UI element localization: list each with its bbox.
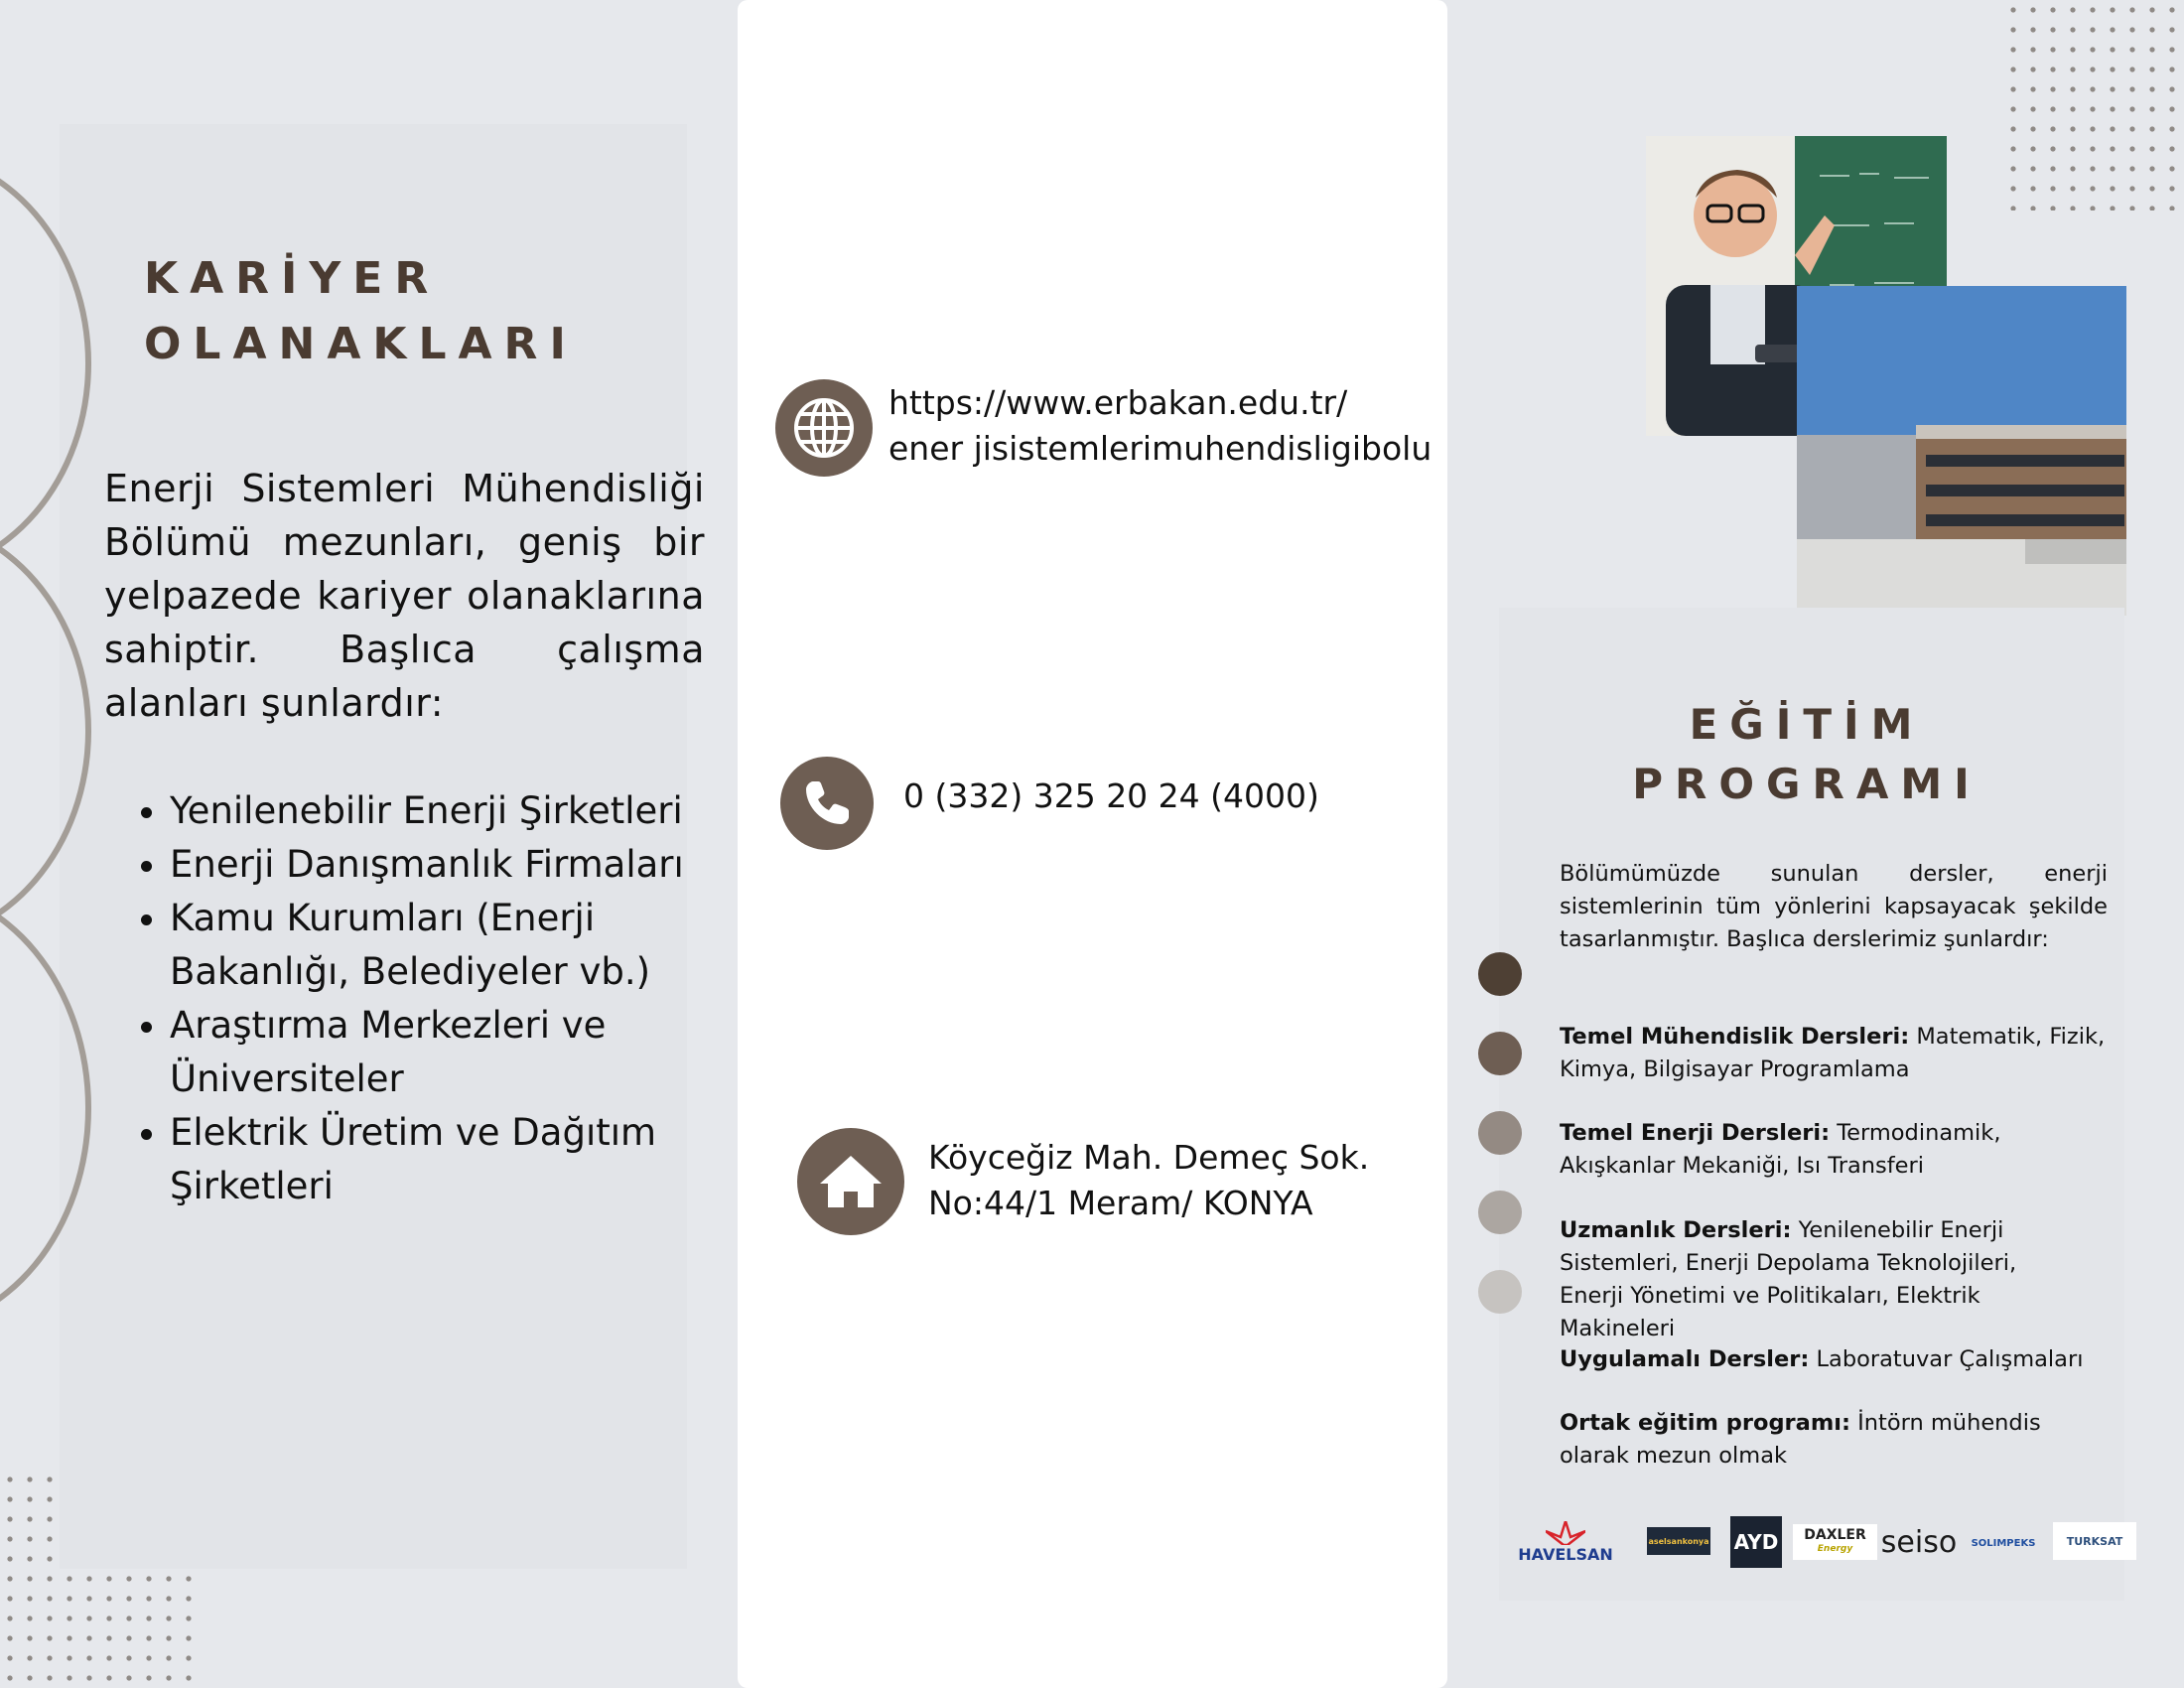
course-item: Temel Mühendislik Dersleri: Matematik, Fizik, Kimya, Bilgisayar Programlama [1560,1024,2106,1082]
dot-pattern-top-right [2003,0,2184,211]
ayd-logo: AYD [1730,1516,1782,1568]
campus-photo [1797,286,2126,616]
timeline-dot [1478,952,1522,996]
career-title: KARİYER OLANAKLARI [144,253,578,369]
daxler-logo: DAXLER Energy [1793,1524,1877,1560]
phone-number[interactable]: 0 (332) 325 20 24 (4000) [903,776,1319,815]
globe-icon [775,379,873,477]
address: Köyceğiz Mah. Demeç Sok. No:44/1 Meram/ KONYA [928,1138,1370,1222]
timeline-dot [1478,1111,1522,1155]
seiso-logo: seiso [1880,1524,1958,1560]
career-intro: Enerji Sistemleri Mühendisliği Bölümü mezunları, geniş bir yelpazede kariyer olanaklarına sahiptir. Başlıca çalışma alanları şunlardır: [104,467,705,725]
list-item: • Yenilenebilir Enerji Şirketleri [170,784,755,838]
course-item: Ortak eğitim programı: İntörn mühendis olarak mezun olmak [1560,1410,2041,1469]
aselsan-logo: aselsankonya [1647,1527,1710,1555]
course-item: Uzmanlık Dersleri: Yenilenebilir Enerji Sistemleri, Enerji Depolama Teknolojileri, Enerji Yönetimi ve Politikaları, Elektrik Makineleri [1560,1217,2017,1341]
havelsan-logo: HAVELSAN [1516,1517,1615,1567]
list-item: • Araştırma Merkezleri ve Üniversiteler [170,999,755,1106]
home-icon [797,1128,904,1235]
program-title: EĞİTİM PROGRAMI [1632,700,1981,808]
list-item: • Elektrik Üretim ve Dağıtım Şirketleri [170,1106,755,1213]
website-url[interactable]: https://www.erbakan.edu.tr/ ener jisistemlerimuhendisligibolu [888,383,1433,468]
program-intro: Bölümümüzde sunulan dersler, enerji sistemlerinin tüm yönlerini kapsayacak şekilde tasarlanmıştır. Başlıca derslerimiz şunlardır: [1560,861,2108,952]
list-item: • Enerji Danışmanlık Firmaları [170,838,755,892]
list-item: • Kamu Kurumları (Enerji Bakanlığı, Belediyeler vb.) [170,892,755,999]
course-item: Uygulamalı Dersler: Laboratuvar Çalışmaları [1560,1346,2084,1372]
course-item: Temel Enerji Dersleri: Termodinamik, Akışkanlar Mekaniği, Isı Transferi [1560,1120,2001,1179]
timeline-dot [1478,1191,1522,1234]
timeline-dot [1478,1270,1522,1314]
timeline-dot [1478,1032,1522,1075]
phone-icon [780,757,874,850]
turksat-logo: TURKSAT [2053,1522,2136,1560]
solimpeks-logo: SOLIMPEKS [1971,1537,2036,1549]
career-list [124,784,755,1213]
